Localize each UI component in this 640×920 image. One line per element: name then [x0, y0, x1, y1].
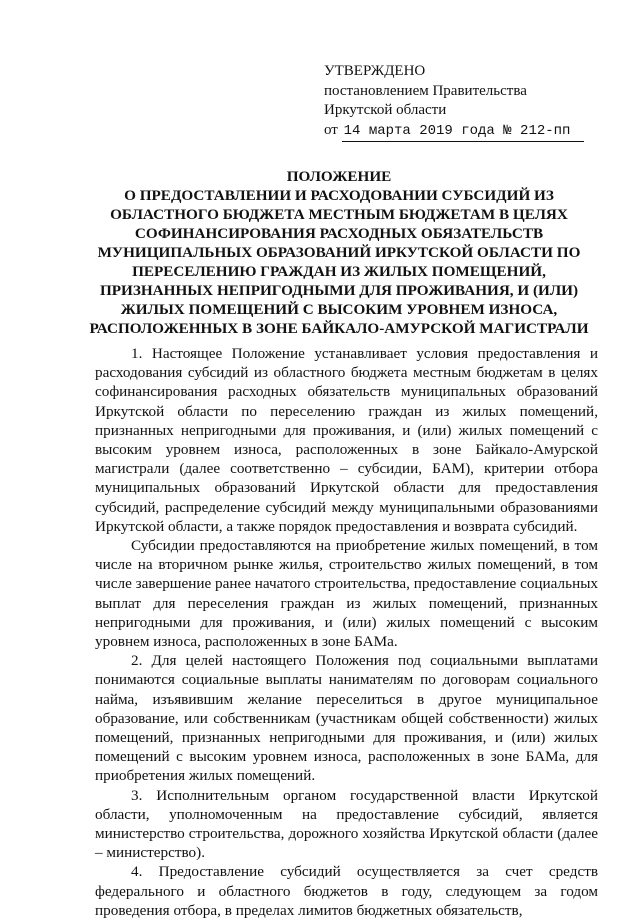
approval-line-decree: постановлением Правительства — [324, 82, 527, 99]
paragraph-1: 1. Настоящее Положение устанавливает условия предоставления и расходования субсидий из областного бюджета местным бюджетам в целях софинансирования расходных обязательств муниципальных образований Иркутской области по переселению граждан из жилых помещений, признанных непригодными для проживания, и (или) жилых помещений с высоким уровнем износа, расположенных в зоне Байкало-Амурской магистрали (далее соответственно – субсидии, БАМ), критерии отбора муниципальных образований Иркутской области для предоставления субсидий, распределение субсидий между муниципальными образованиями Иркутской области, а также порядок предоставления и возврата субсидий. — [95, 345, 598, 535]
approval-date-prefix: от — [324, 121, 338, 138]
paragraph-4: 3. Исполнительным органом государственной власти Иркутской области, уполномоченным на предоставление субсидий, является министерство строительства, дорожного хозяйства Иркутской области (далее – министерство). — [95, 786, 598, 862]
title-subtitle: О ПРЕДОСТАВЛЕНИИ И РАСХОДОВАНИИ СУБСИДИЙ ИЗ ОБЛАСТНОГО БЮДЖЕТА МЕСТНЫМ БЮДЖЕТАМ В ЦЕЛЯХ СОФИНАНСИРОВАНИЯ РАСХОДНЫХ ОБЯЗАТЕЛЬСТВ МУНИЦИПАЛЬНЫХ ОБРАЗОВАНИЙ ИРКУТСКОЙ ОБЛАСТИ ПО ПЕРЕСЕЛЕНИЮ ГРАЖДАН ИЗ ЖИЛЫХ ПОМЕЩЕНИЙ, ПРИЗНАННЫХ НЕПРИГОДНЫМИ ДЛЯ ПРОЖИВАНИЯ, И (ИЛИ) ЖИЛЫХ ПОМЕЩЕНИЙ С ВЫСОКИМ УРОВНЕМ ИЗНОСА, РАСПОЛОЖЕННЫХ В ЗОНЕ БАЙКАЛО-АМУРСКОЙ МАГИСТРАЛИ — [89, 187, 589, 337]
title-heading: ПОЛОЖЕНИЕ — [286, 168, 392, 185]
document-body — [95, 344, 598, 920]
paragraph-3: 2. Для целей настоящего Положения под социальными выплатами понимаются социальные выплаты нанимателям по договорам социального найма, изъявившим желание переселиться в другое муниципальное образование, или собственникам (участникам общей собственности) жилых помещений, признанных непригодными для проживания, и (или) жилых помещений с высоким уровнем износа, расположенных в зоне БАМа, для приобретения жилых помещений. — [95, 652, 598, 785]
approval-line-region: Иркутской области — [324, 102, 447, 118]
approval-date-line — [324, 121, 584, 143]
document-title — [80, 167, 598, 338]
paragraph-5: 4. Предоставление субсидий осуществляется за счет средств федерального и областного бюджетов в году, следующем за годом проведения отбора, в пределах лимитов бюджетных обязательств, — [95, 863, 598, 919]
approval-date-value: 14 марта 2019 года № 212-пп — [342, 122, 584, 143]
paragraph-2: Субсидии предоставляются на приобретение жилых помещений, в том числе на вторичном рынке жилья, строительство жилых помещений, в том числе завершение ранее начатого строительства, предоставление социальных выплат для переселения граждан из жилых помещений, признанных непригодными для проживания, и (или) жилых помещений с высоким уровнем износа, расположенных в зоне БАМа. — [95, 537, 598, 651]
approval-stamp — [324, 62, 584, 142]
approval-title: УТВЕРЖДЕНО — [324, 63, 426, 79]
